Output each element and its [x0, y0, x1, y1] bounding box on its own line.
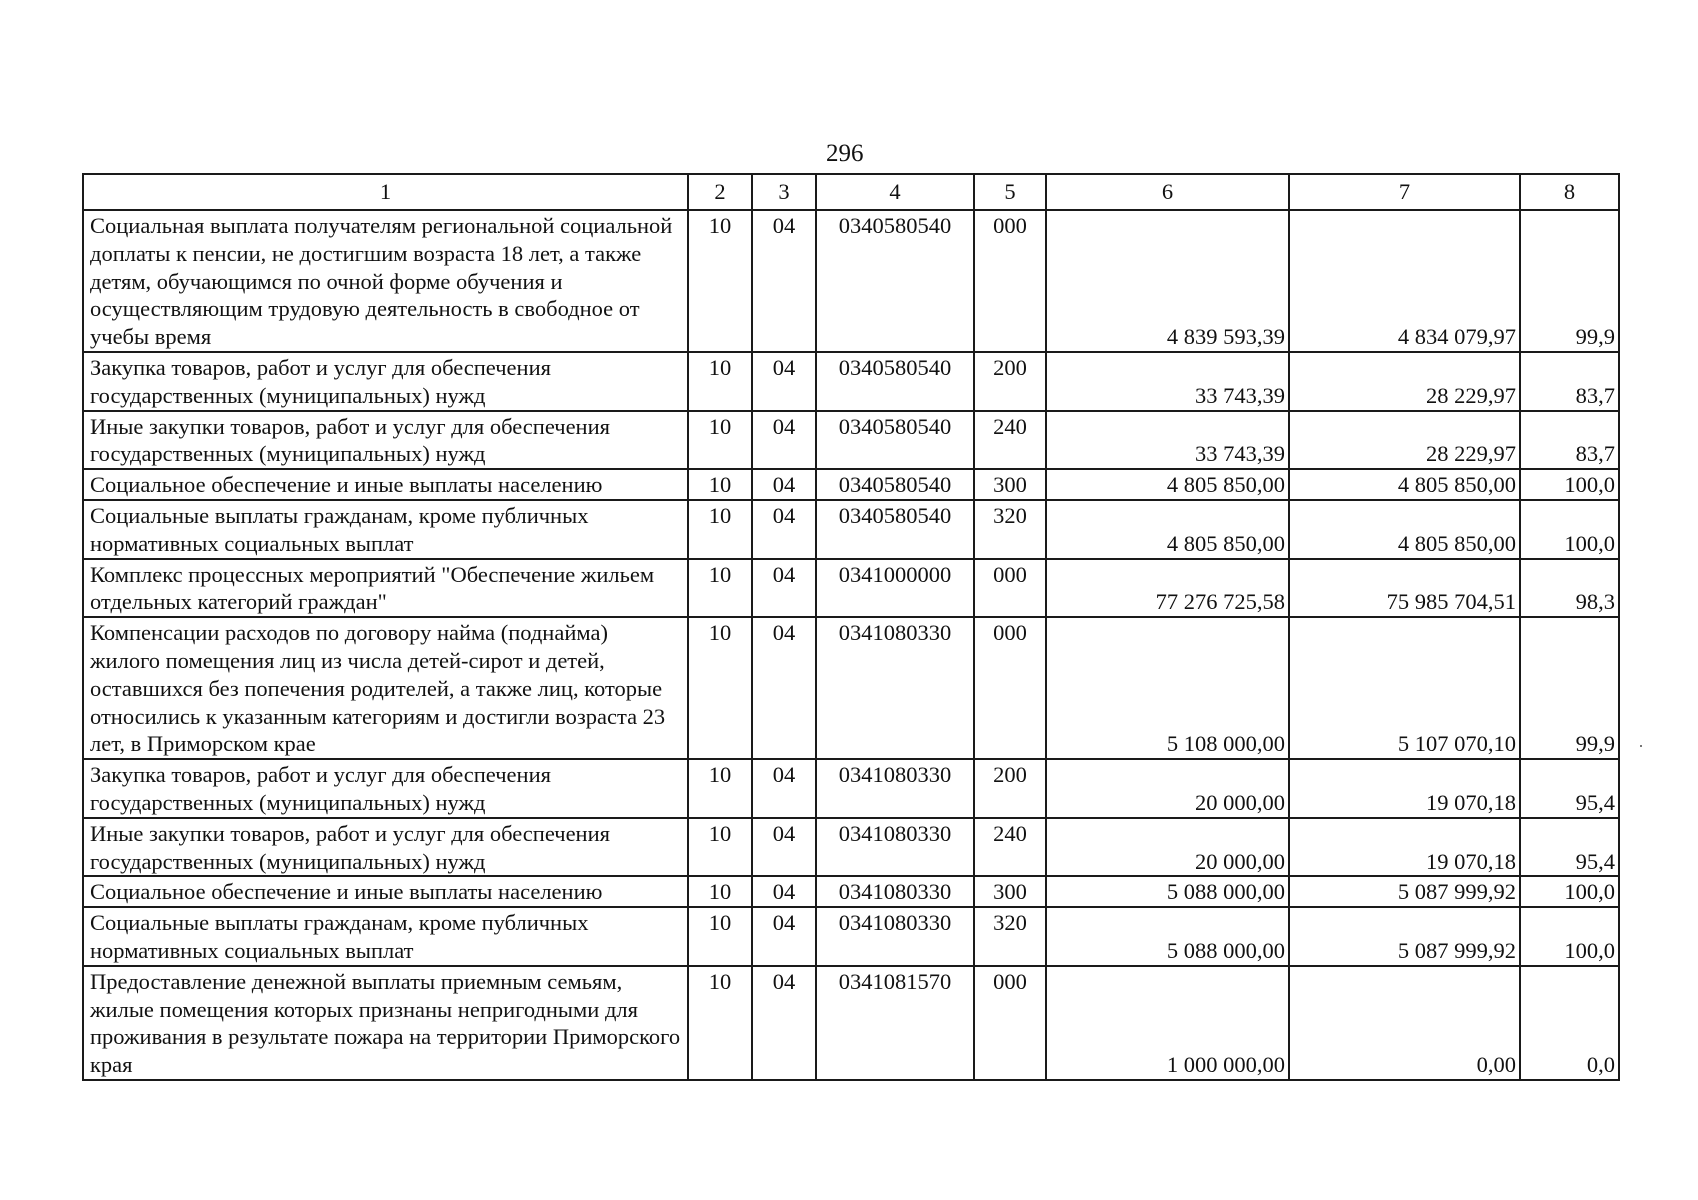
planned-amount: 20 000,00: [1046, 759, 1289, 818]
section-code: 10: [688, 966, 752, 1080]
target-article-code: 0341080330: [816, 759, 974, 818]
section-code: 10: [688, 876, 752, 907]
row-description: Социальные выплаты гражданам, кроме публичных нормативных социальных выплат: [83, 907, 688, 966]
subsection-code: 04: [752, 469, 816, 500]
table-row: [83, 469, 1619, 500]
subsection-code: 04: [752, 559, 816, 618]
budget-execution-table: [82, 173, 1620, 1081]
actual-amount: 4 805 850,00: [1289, 500, 1520, 559]
row-description: Социальные выплаты гражданам, кроме публичных нормативных социальных выплат: [83, 500, 688, 559]
col-header-6: 6: [1046, 174, 1289, 210]
section-code: 10: [688, 559, 752, 618]
planned-amount: 1 000 000,00: [1046, 966, 1289, 1080]
actual-amount: 28 229,97: [1289, 411, 1520, 470]
target-article-code: 0341000000: [816, 559, 974, 618]
col-header-8: 8: [1520, 174, 1619, 210]
table-row: [83, 500, 1619, 559]
actual-amount: 4 805 850,00: [1289, 469, 1520, 500]
table-row: [83, 352, 1619, 411]
planned-amount: 33 743,39: [1046, 352, 1289, 411]
row-description: Социальная выплата получателям региональной социальной доплаты к пенсии, не достигшим возраста 18 лет, а также детям, обучающимся по очной форме обучения и осуществляющим трудовую деятельность в свободное от учебы время: [83, 210, 688, 352]
row-description: Иные закупки товаров, работ и услуг для обеспечения государственных (муниципальных) нужд: [83, 818, 688, 877]
section-code: 10: [688, 818, 752, 877]
col-header-2: 2: [688, 174, 752, 210]
subsection-code: 04: [752, 876, 816, 907]
expense-type-code: 300: [974, 876, 1046, 907]
expense-type-code: 320: [974, 500, 1046, 559]
target-article-code: 0341080330: [816, 876, 974, 907]
target-article-code: 0340580540: [816, 411, 974, 470]
execution-percent: 99,9: [1520, 617, 1619, 759]
execution-percent: 0,0: [1520, 966, 1619, 1080]
section-code: 10: [688, 907, 752, 966]
target-article-code: 0340580540: [816, 210, 974, 352]
section-code: 10: [688, 617, 752, 759]
planned-amount: 77 276 725,58: [1046, 559, 1289, 618]
execution-percent: 95,4: [1520, 818, 1619, 877]
col-header-4: 4: [816, 174, 974, 210]
row-description: Закупка товаров, работ и услуг для обеспечения государственных (муниципальных) нужд: [83, 759, 688, 818]
planned-amount: 20 000,00: [1046, 818, 1289, 877]
header-row: [83, 174, 1619, 210]
col-header-7: 7: [1289, 174, 1520, 210]
table-row: [83, 559, 1619, 618]
actual-amount: 19 070,18: [1289, 818, 1520, 877]
table-row: [83, 966, 1619, 1080]
section-code: 10: [688, 352, 752, 411]
section-code: 10: [688, 411, 752, 470]
table-row: [83, 876, 1619, 907]
expense-type-code: 000: [974, 210, 1046, 352]
execution-percent: 100,0: [1520, 500, 1619, 559]
actual-amount: 75 985 704,51: [1289, 559, 1520, 618]
actual-amount: 28 229,97: [1289, 352, 1520, 411]
row-description: Закупка товаров, работ и услуг для обеспечения государственных (муниципальных) нужд: [83, 352, 688, 411]
subsection-code: 04: [752, 907, 816, 966]
execution-percent: 99,9: [1520, 210, 1619, 352]
subsection-code: 04: [752, 500, 816, 559]
expense-type-code: 240: [974, 818, 1046, 877]
expense-type-code: 300: [974, 469, 1046, 500]
planned-amount: 5 108 000,00: [1046, 617, 1289, 759]
execution-percent: 100,0: [1520, 907, 1619, 966]
expense-type-code: 000: [974, 617, 1046, 759]
subsection-code: 04: [752, 966, 816, 1080]
row-description: Предоставление денежной выплаты приемным семьям, жилые помещения которых признаны непригодными для проживания в результате пожара на территории Приморского края: [83, 966, 688, 1080]
table-row: [83, 818, 1619, 877]
target-article-code: 0340580540: [816, 500, 974, 559]
target-article-code: 0341080330: [816, 617, 974, 759]
section-code: 10: [688, 469, 752, 500]
table-row: [83, 759, 1619, 818]
subsection-code: 04: [752, 759, 816, 818]
target-article-code: 0341080330: [816, 818, 974, 877]
expense-type-code: 320: [974, 907, 1046, 966]
col-header-5: 5: [974, 174, 1046, 210]
subsection-code: 04: [752, 411, 816, 470]
col-header-1: 1: [83, 174, 688, 210]
row-description: Комплекс процессных мероприятий "Обеспечение жильем отдельных категорий граждан": [83, 559, 688, 618]
subsection-code: 04: [752, 210, 816, 352]
execution-percent: 100,0: [1520, 876, 1619, 907]
table-row: [83, 411, 1619, 470]
scan-speck: [1640, 745, 1642, 747]
page-number: 296: [826, 140, 864, 167]
expense-type-code: 200: [974, 352, 1046, 411]
planned-amount: 5 088 000,00: [1046, 907, 1289, 966]
expense-type-code: 000: [974, 966, 1046, 1080]
execution-percent: 98,3: [1520, 559, 1619, 618]
table-row: [83, 210, 1619, 352]
planned-amount: 4 805 850,00: [1046, 469, 1289, 500]
row-description: Социальное обеспечение и иные выплаты населению: [83, 876, 688, 907]
actual-amount: 5 107 070,10: [1289, 617, 1520, 759]
expense-type-code: 200: [974, 759, 1046, 818]
target-article-code: 0340580540: [816, 469, 974, 500]
actual-amount: 0,00: [1289, 966, 1520, 1080]
row-description: Компенсации расходов по договору найма (поднайма) жилого помещения лиц из числа детей-сирот и детей, оставшихся без попечения родителей, а также лиц, которые относились к указанным категориям и достигли возраста 23 лет, в Приморском крае: [83, 617, 688, 759]
table-row: [83, 907, 1619, 966]
section-code: 10: [688, 500, 752, 559]
actual-amount: 4 834 079,97: [1289, 210, 1520, 352]
subsection-code: 04: [752, 617, 816, 759]
target-article-code: 0341081570: [816, 966, 974, 1080]
col-header-3: 3: [752, 174, 816, 210]
planned-amount: 5 088 000,00: [1046, 876, 1289, 907]
expense-type-code: 000: [974, 559, 1046, 618]
section-code: 10: [688, 210, 752, 352]
actual-amount: 5 087 999,92: [1289, 876, 1520, 907]
actual-amount: 19 070,18: [1289, 759, 1520, 818]
target-article-code: 0341080330: [816, 907, 974, 966]
subsection-code: 04: [752, 352, 816, 411]
execution-percent: 100,0: [1520, 469, 1619, 500]
subsection-code: 04: [752, 818, 816, 877]
row-description: Иные закупки товаров, работ и услуг для обеспечения государственных (муниципальных) нужд: [83, 411, 688, 470]
section-code: 10: [688, 759, 752, 818]
row-description: Социальное обеспечение и иные выплаты населению: [83, 469, 688, 500]
execution-percent: 83,7: [1520, 352, 1619, 411]
table-row: [83, 617, 1619, 759]
target-article-code: 0340580540: [816, 352, 974, 411]
table-body: [83, 210, 1619, 1080]
actual-amount: 5 087 999,92: [1289, 907, 1520, 966]
planned-amount: 33 743,39: [1046, 411, 1289, 470]
execution-percent: 83,7: [1520, 411, 1619, 470]
execution-percent: 95,4: [1520, 759, 1619, 818]
expense-type-code: 240: [974, 411, 1046, 470]
planned-amount: 4 805 850,00: [1046, 500, 1289, 559]
planned-amount: 4 839 593,39: [1046, 210, 1289, 352]
